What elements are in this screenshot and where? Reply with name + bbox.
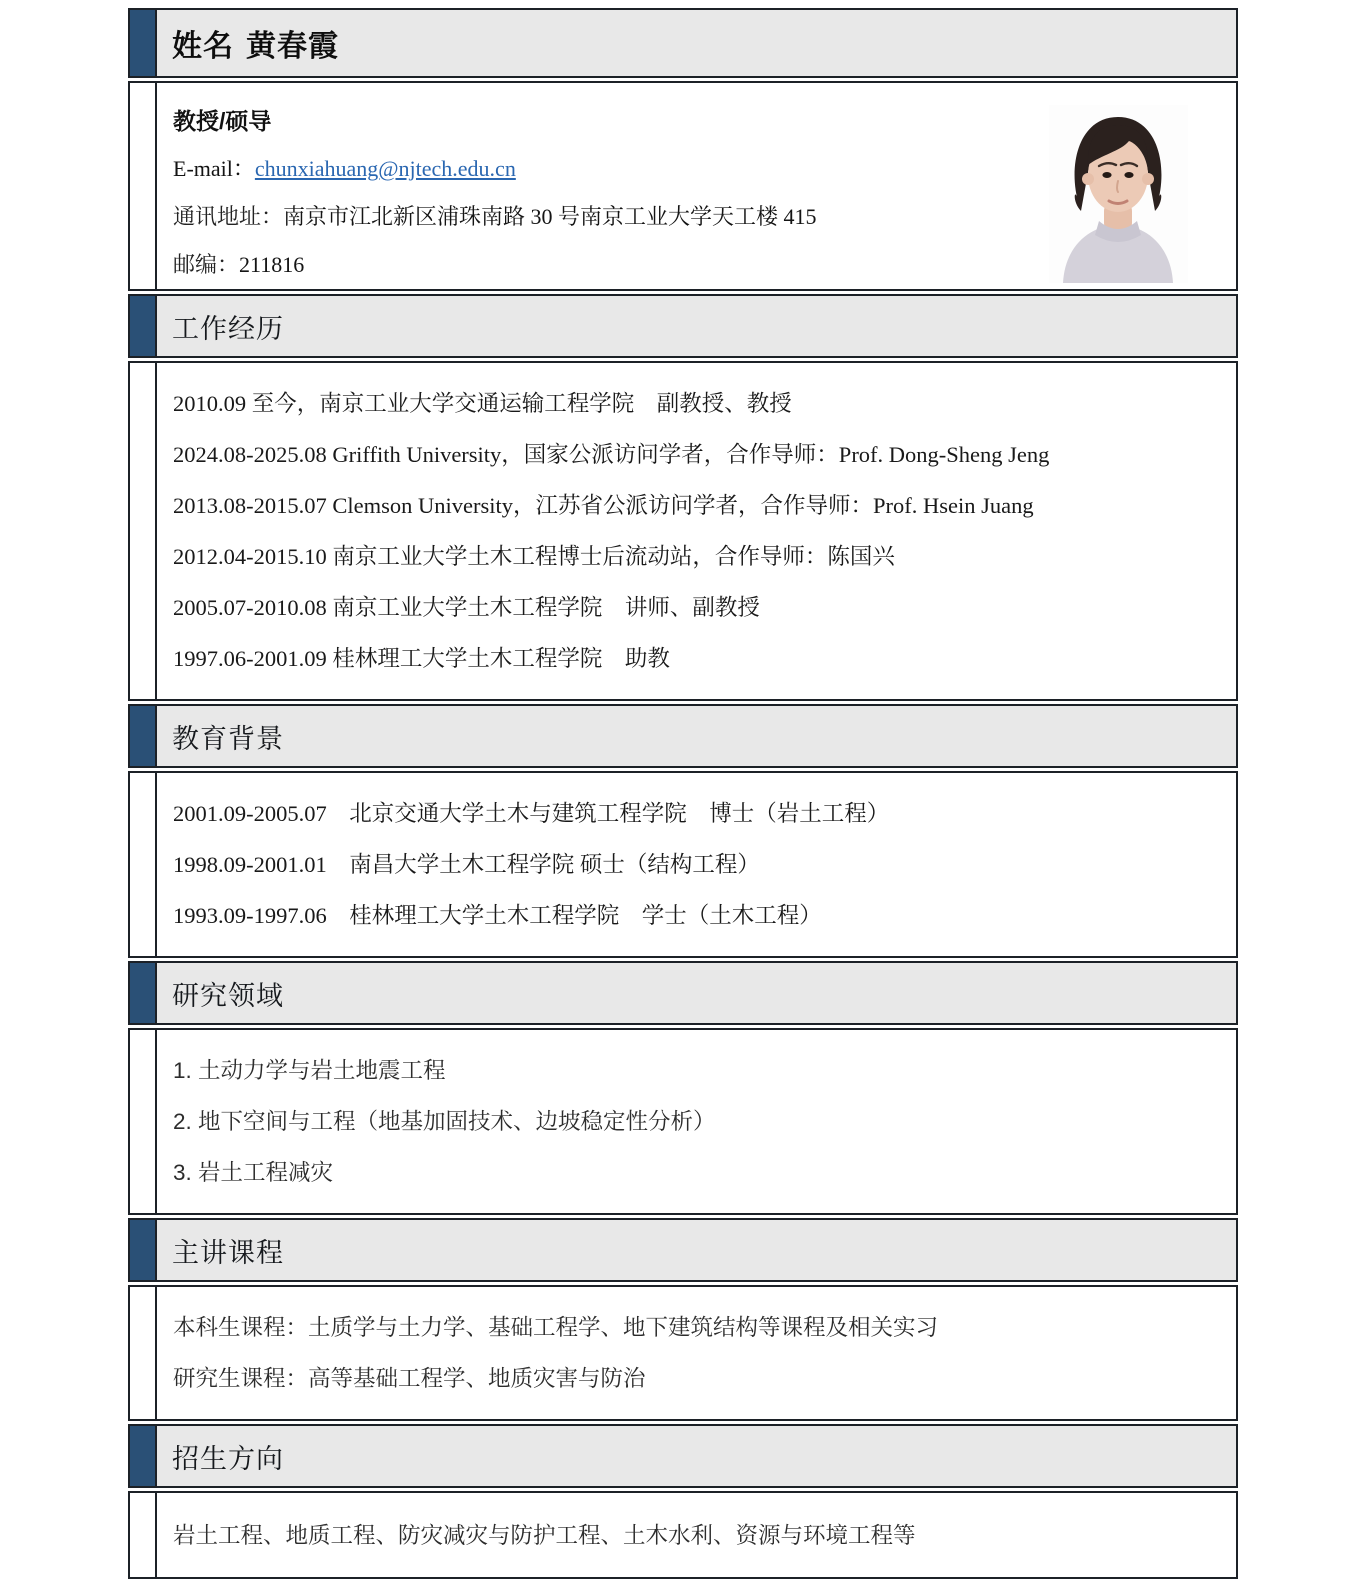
- accent-square: [130, 10, 157, 76]
- zip-value: 211816: [239, 252, 305, 277]
- left-gutter-cell: [130, 83, 157, 289]
- left-gutter-cell: [130, 363, 157, 699]
- left-gutter-cell: [130, 1493, 157, 1577]
- personal-info-row: [128, 81, 1238, 291]
- section-header-courses: [128, 1218, 1238, 1282]
- accent-square: [130, 1426, 157, 1486]
- section-bar-cell: [157, 1220, 1236, 1280]
- profile-photo: [1049, 105, 1188, 283]
- name-header-row: [128, 8, 1238, 78]
- person-name: 黄春霞: [246, 30, 339, 63]
- accent-square: [130, 296, 157, 356]
- left-gutter-cell: [130, 773, 157, 956]
- email-link[interactable]: chunxiahuang@njtech.edu.cn: [254, 156, 516, 181]
- research-area: 3. 岩土工程减灾: [173, 1160, 334, 1185]
- section-content-enrollment: [128, 1491, 1238, 1579]
- portrait-illustration: [1049, 105, 1188, 283]
- section-title: 工作经历: [172, 313, 284, 344]
- section-content-research-areas: [128, 1028, 1238, 1215]
- section-title: 主讲课程: [172, 1237, 284, 1268]
- work-entry: 2010.09 至今，南京工业大学交通运输工程学院 副教授、教授: [173, 391, 792, 416]
- education-entry: 2001.09-2005.07 北京交通大学土木与建筑工程学院 博士（岩土工程）: [173, 801, 890, 826]
- section-header-research-areas: [128, 961, 1238, 1025]
- research-area: 1. 土动力学与岩土地震工程: [173, 1058, 446, 1083]
- section-title: 教育背景: [172, 723, 284, 754]
- section-bar-cell: [157, 706, 1236, 766]
- section-title: 招生方向: [172, 1443, 284, 1474]
- section-content-courses: [128, 1285, 1238, 1421]
- section-bar-cell: [157, 963, 1236, 1023]
- page-title: [172, 21, 339, 65]
- left-gutter-cell: [130, 1287, 157, 1419]
- enrollment-entry: 岩土工程、地质工程、防灾减灾与防护工程、土木水利、资源与环境工程等: [173, 1522, 916, 1548]
- course-entry: 研究生课程：高等基础工程学、地质灾害与防治: [173, 1366, 646, 1391]
- accent-square: [130, 963, 157, 1023]
- position-title: 教授/硕导: [173, 108, 272, 134]
- address-value: 南京市江北新区浦珠南路 30 号南京工业大学天工楼 415: [283, 204, 817, 229]
- content-cell: [157, 1287, 1236, 1419]
- section-content-education: [128, 771, 1238, 958]
- section-header-education: [128, 704, 1238, 768]
- work-entry: 2013.08-2015.07 Clemson University，江苏省公派访问学者，合作导师：Prof. Hsein Juang: [173, 493, 1034, 518]
- zip-label: 邮编：: [173, 252, 240, 277]
- address-label: 通讯地址：: [173, 204, 284, 229]
- accent-square: [130, 706, 157, 766]
- content-cell: [157, 1030, 1236, 1213]
- section-title: 研究领域: [172, 980, 284, 1011]
- section-content-work-experience: [128, 361, 1238, 701]
- work-entry: 1997.06-2001.09 桂林理工大学土木工程学院 助教: [173, 646, 670, 671]
- course-entry: 本科生课程：土质学与土力学、基础工程学、地下建筑结构等课程及相关实习: [173, 1315, 939, 1340]
- content-cell: [157, 1493, 1236, 1577]
- work-entry: 2024.08-2025.08 Griffith University，国家公派访问学者，合作导师：Prof. Dong-Sheng Jeng: [173, 442, 1050, 467]
- section-header-work-experience: [128, 294, 1238, 358]
- content-cell: [157, 773, 1236, 956]
- research-area: 2. 地下空间与工程（地基加固技术、边坡稳定性分析）: [173, 1109, 716, 1134]
- accent-square: [130, 1220, 157, 1280]
- work-entry: 2005.07-2010.08 南京工业大学土木工程学院 讲师、副教授: [173, 595, 760, 620]
- education-entry: 1998.09-2001.01 南昌大学土木工程学院 硕士（结构工程）: [173, 852, 760, 877]
- section-header-enrollment: [128, 1424, 1238, 1488]
- section-bar-cell: [157, 296, 1236, 356]
- education-entry: 1993.09-1997.06 桂林理工大学土木工程学院 学士（土木工程）: [173, 903, 822, 928]
- personal-info-cell: [157, 83, 1236, 289]
- left-gutter-cell: [130, 1030, 157, 1213]
- name-header-bar: [157, 10, 1236, 76]
- content-cell: [157, 363, 1236, 699]
- work-entry: 2012.04-2015.10 南京工业大学土木工程博士后流动站，合作导师：陈国兴: [173, 544, 895, 569]
- name-label: 姓名: [172, 30, 234, 63]
- section-bar-cell: [157, 1426, 1236, 1486]
- email-label: E-mail：: [173, 156, 255, 181]
- faculty-profile-document: [128, 8, 1238, 1582]
